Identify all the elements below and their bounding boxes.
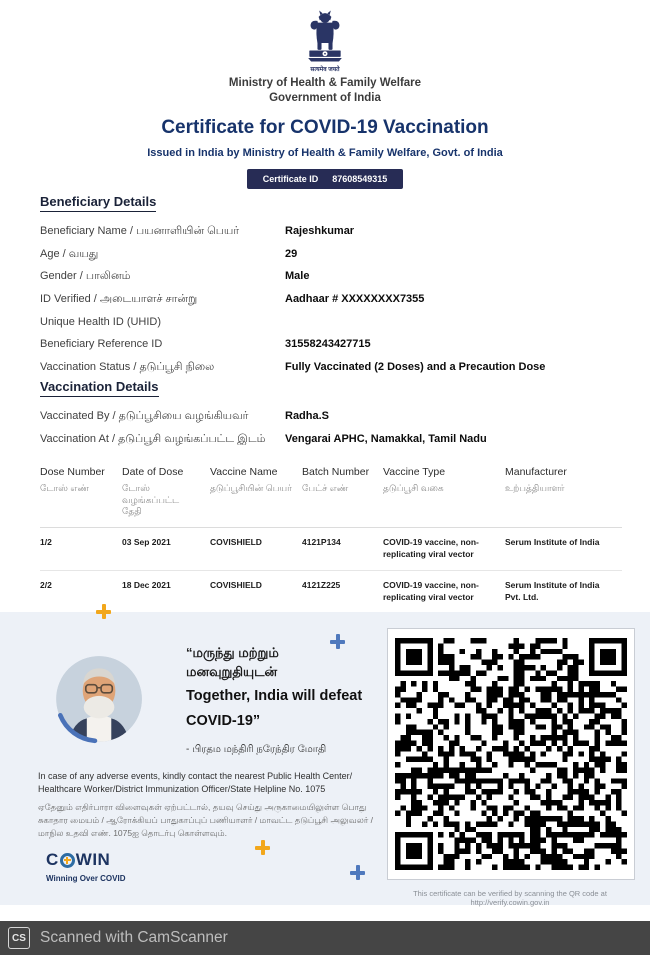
col-batch-number [302, 466, 383, 518]
cell-vaccine-name: COVISHIELD [210, 579, 262, 590]
field-label: Beneficiary Reference ID [40, 338, 163, 351]
camscanner-watermark-bar [0, 921, 650, 955]
field-value: 29 [285, 247, 298, 260]
certificate-header [0, 8, 650, 189]
col-label-en: Manufacturer [505, 466, 567, 478]
camscanner-logo-icon: CS [8, 927, 30, 949]
footer-panel [0, 612, 650, 905]
field-value: Fully Vaccinated (2 Doses) and a Precaution Dose [285, 360, 546, 373]
ministry-name: Ministry of Health & Family Welfare [228, 77, 422, 89]
field-label: Vaccinated By / தடுப்பூசியை வழங்கியவர் [40, 410, 249, 422]
qr-code-box [387, 628, 635, 880]
col-label-ta: டோஸ் எண் [40, 483, 89, 493]
cell-dose-number: 1/2 [40, 537, 52, 548]
field-label: Gender / பாலினம் [40, 270, 131, 283]
col-date-of-dose [122, 466, 210, 518]
col-label-en: Vaccine Type [383, 466, 446, 478]
vaccination-details-title: Vaccination Details [40, 379, 159, 397]
col-vaccine-name [210, 466, 302, 518]
col-label-ta: தடுப்பூசியின் பெயர் [210, 483, 292, 493]
plus-decoration-icon [96, 604, 111, 619]
dose-row-2 [40, 571, 622, 614]
quote-tamil-line2: மனவுறுதியுடன் [186, 663, 278, 679]
cell-dose-number: 2/2 [40, 579, 52, 590]
cell-vaccine-type: COVID-19 vaccine, non-replicating viral vector [383, 579, 479, 602]
plus-decoration-icon [350, 865, 365, 880]
cell-batch-number: 4121Z225 [302, 579, 341, 590]
cowin-tagline: Winning Over COVID [46, 874, 126, 883]
col-manufacturer [505, 466, 622, 518]
cell-batch-number: 4121P134 [302, 537, 341, 548]
plus-decoration-icon [255, 840, 270, 855]
cell-manufacturer: Serum Institute of India [505, 537, 600, 548]
field-label: Age / வயது [40, 247, 99, 260]
adverse-events-notice-en: In case of any adverse events, kindly contact the nearest Public Health Center/ Healthcare Worker/District Immunization Officer/State Helpline No. 1075 [38, 771, 353, 794]
certificate-title: Certificate for COVID-19 Vaccination [161, 116, 489, 138]
field-vaccinated-by [40, 410, 622, 423]
cell-manufacturer: Serum Institute of India Pvt. Ltd. [505, 579, 600, 602]
col-vaccine-type [383, 466, 505, 518]
cowin-letters-win: WIN [75, 850, 111, 869]
certificate-id-badge [247, 169, 404, 189]
field-value: Rajeshkumar [285, 225, 355, 237]
beneficiary-details-section [40, 193, 622, 383]
field-age [40, 248, 622, 261]
col-label-ta: தடுப்பூசி வகை [383, 483, 444, 493]
col-label-ta: பேட்ச் எண் [302, 483, 349, 493]
col-label-en: Date of Dose [122, 466, 184, 478]
quote-english-line2: COVID-19” [186, 713, 261, 730]
camscanner-text: Scanned with CamScanner [40, 929, 228, 946]
field-gender [40, 270, 622, 283]
cell-date-of-dose: 18 Dec 2021 [122, 579, 171, 590]
quote-english-line1: Together, India will defeat [186, 687, 363, 704]
dose-table-header [40, 462, 622, 528]
cowin-o-icon [60, 853, 75, 868]
certificate-id-label: Certificate ID [262, 173, 319, 184]
cowin-logo [46, 850, 126, 883]
field-value: Aadhaar # XXXXXXXX7355 [285, 292, 425, 305]
cell-vaccine-type: COVID-19 vaccine, non-replicating viral vector [383, 537, 479, 559]
col-label-en: Batch Number [302, 466, 370, 478]
emblem-motto: सत्यमेव जयते [310, 67, 340, 73]
qr-code [395, 638, 627, 870]
beneficiary-details-title: Beneficiary Details [40, 194, 156, 212]
field-value: 31558243427715 [285, 338, 371, 351]
field-value: Male [285, 270, 310, 283]
certificate-subtitle: Issued in India by Ministry of Health & Family Welfare, Govt. of India [147, 146, 503, 159]
field-value: Radha.S [285, 410, 330, 422]
qr-verification-caption: This certificate can be verified by scanning the QR code at http://verify.cowin.gov.in [413, 889, 607, 907]
col-dose-number [40, 466, 122, 518]
dose-row-1 [40, 528, 622, 571]
field-uhid [40, 316, 622, 329]
col-label-ta: உற்பத்தியாளர் [505, 483, 565, 493]
vaccination-details-section [40, 378, 622, 455]
pm-quote [186, 644, 386, 756]
field-label: Vaccination Status / தடுப்பூசி நிலை [40, 360, 215, 373]
india-national-emblem-icon [296, 8, 354, 73]
adverse-events-notice-ta: ஏதேனும் எதிர்பாரா விளைவுகள் ஏற்பட்டால், தயவு செய்து அருகாமையிலுள்ள பொது சுகாதார மையம் / ஆரோக்கியப் பாதுகாப்புப் பணியாளர் / மாவட்ட தடுப்பூசி அலுவலர் / மாநில உதவி எண். 1075ஐ தொடர்பு கொள்ளவும். [38, 802, 374, 838]
field-label: Unique Health ID (UHID) [40, 315, 162, 328]
cell-vaccine-name: COVISHIELD [210, 537, 262, 548]
field-label: Vaccination At / தடுப்பூசி வழங்கப்பட்ட இடம் [40, 432, 266, 445]
col-label-ta: டோஸ் வழங்கப்பட்ட தேதி [122, 483, 180, 517]
field-label: ID Verified / அடையாளச் சான்று [40, 292, 198, 305]
pm-modi-photo [46, 650, 148, 752]
field-vaccination-status [40, 361, 622, 374]
cowin-wordmark [46, 850, 126, 870]
cell-date-of-dose: 03 Sep 2021 [122, 537, 171, 548]
col-label-en: Dose Number [40, 466, 105, 478]
quote-attribution: - பிரதம மந்திரி நரேந்திர மோதி [186, 743, 327, 755]
field-reference-id [40, 338, 622, 351]
field-label: Beneficiary Name / பயனாளியின் பெயர் [40, 225, 240, 237]
cowin-letter-c: C [46, 850, 59, 869]
government-name: Government of India [269, 91, 381, 104]
field-vaccination-at [40, 433, 622, 446]
quote-tamil-line1: “மருந்து மற்றும் [186, 645, 279, 660]
field-id-verified [40, 293, 622, 306]
certificate-id-value: 87608549315 [332, 173, 388, 184]
field-value: Vengarai APHC, Namakkal, Tamil Nadu [285, 432, 487, 445]
col-label-en: Vaccine Name [210, 466, 278, 478]
field-beneficiary-name [40, 225, 622, 238]
